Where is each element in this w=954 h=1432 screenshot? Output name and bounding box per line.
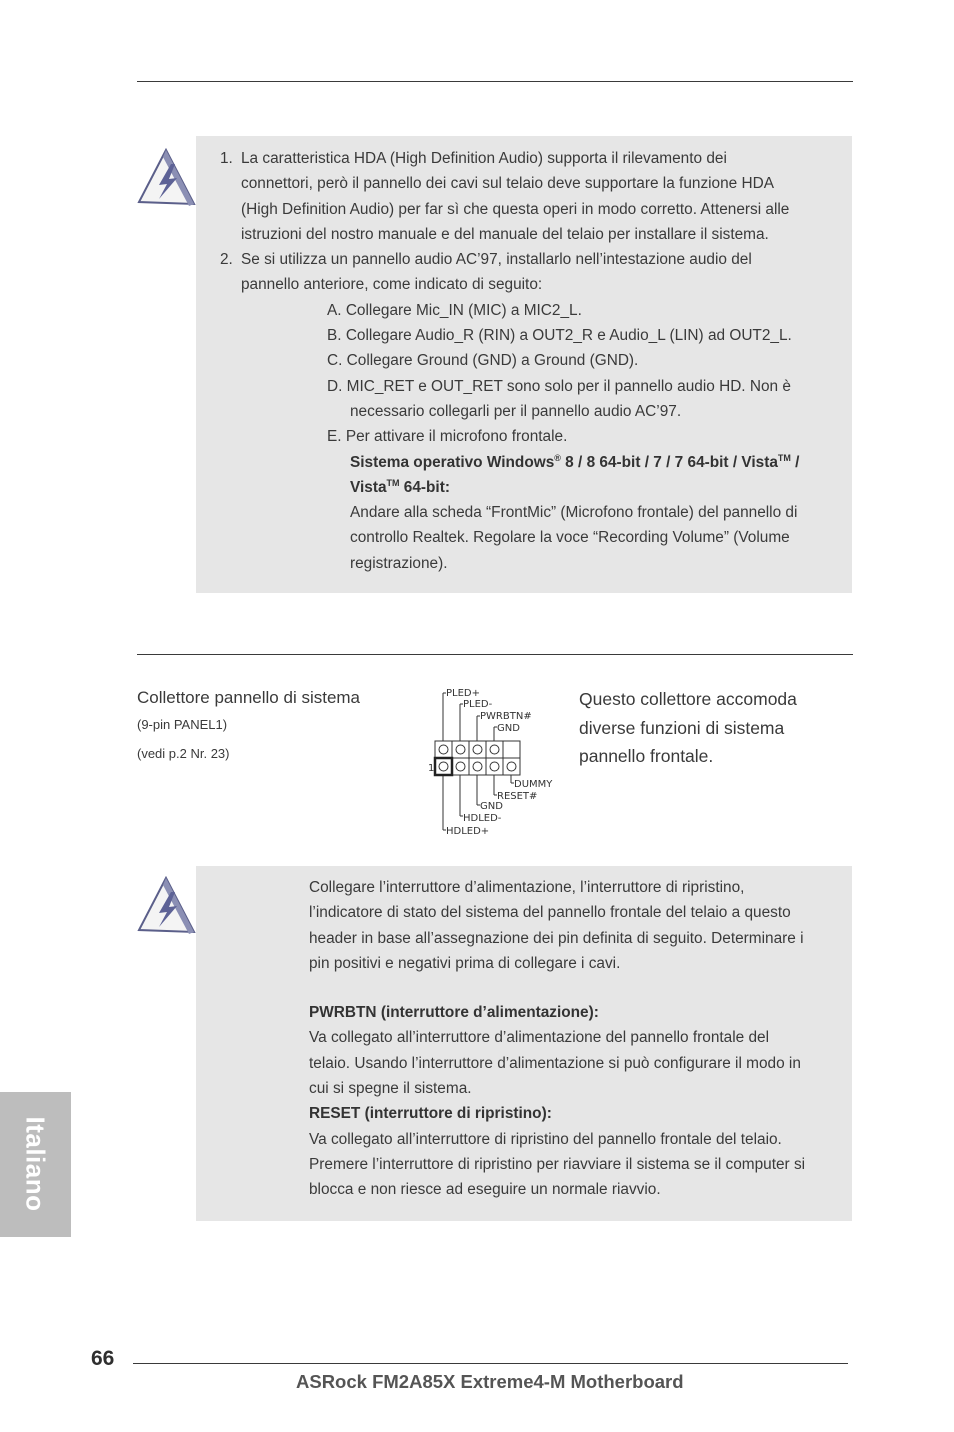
header-ref: (vedi p.2 Nr. 23) [137, 746, 230, 761]
note-item-2: 2. Se si utilizza un pannello audio AC’97, installarlo nell’intestazione audio del pannello anteriore, come indicato di seguito: A. Collegare Mic_IN (MIC) a MIC2_L. B. Collegare Audio_R (RIN) a OUT2_R e Audio_L (LIN) ad OUT2_L. C. Collegare Ground (GND) a Ground (GND). D. MIC_RET e OUT_RET sono solo per il pannello audio HD. Non è necessario collegarli per il pannello audio AC’97. E. Per attivare il microfono frontale. Sistema operativo Windows® 8 / 8 64-bit / 7 / 7 64-bit / Vista™ / Vista™ 64-bit: Andare alla scheda “FrontMic” (Microfono frontale) del pannello di controllo Realtek. Regolare la voce “Recording Volume” (Volume registrazione). [220, 247, 845, 576]
note-line: pannello anteriore, come indicato di seguito: [241, 276, 543, 294]
instruction-line: Andare alla scheda “FrontMic” (Microfono frontale) del pannello di [350, 504, 798, 522]
svg-text:GND: GND [480, 801, 503, 812]
sub-item-d: D. MIC_RET e OUT_RET sono solo per il pannello audio HD. Non è [327, 377, 791, 395]
note-line: connettori, però il pannello dei cavi sul telaio deve supportare la funzione HDA [241, 175, 775, 193]
os-heading-cont: Vista™ 64-bit: [350, 477, 450, 496]
note-line: La caratteristica HDA (High Definition Audio) supporta il rilevamento dei [241, 150, 727, 167]
sub-item-e: E. Per attivare il microfono frontale. [327, 428, 568, 446]
warning-icon [137, 876, 197, 936]
sub-item-d-cont: necessario collegarli per il pannello audio AC’97. [350, 402, 682, 420]
note-line: blocca e non riesce ad eseguire un normale riavvio. [309, 1181, 661, 1199]
audio-note-list [220, 146, 845, 576]
instruction-line: registrazione). [350, 554, 448, 572]
note-line: Collegare l’interruttore d’alimentazione, l’interruttore di ripristino, [309, 879, 745, 896]
os-heading: Sistema operativo Windows® 8 / 8 64-bit / 7 / 7 64-bit / Vista™ / [350, 452, 800, 471]
instruction-line: controllo Realtek. Regolare la voce “Recording Volume” (Volume [350, 529, 790, 547]
svg-text:PLED+: PLED+ [446, 688, 480, 699]
panel-header-diagram [425, 684, 565, 839]
note-line: cui si spegne il sistema. [309, 1080, 472, 1098]
top-rule [137, 81, 853, 82]
note-item-1: 1. La caratteristica HDA (High Definition Audio) supporta il rilevamento dei connettori, però il pannello dei cavi sul telaio deve supportare la funzione HDA (High Definition Audio) per far sì che questa operi in modo corretto. Attenersi alle istruzioni del nostro manuale e del manuale del telaio per installare il sistema. [220, 146, 845, 247]
note-line: istruzioni del nostro manuale e del manuale del telaio per installare il sistema. [241, 225, 769, 243]
svg-text:GND: GND [497, 723, 520, 734]
svg-text:HDLED-: HDLED- [463, 813, 502, 824]
footer-title: ASRock FM2A85X Extreme4-M Motherboard [296, 1371, 684, 1392]
header-info [137, 686, 360, 768]
footer-rule [133, 1363, 848, 1364]
warning-icon [137, 148, 197, 208]
header-title: Collettore pannello di sistema [137, 688, 361, 707]
note-line: header in base all’assegnazione dei pin definita di seguito. Determinare i [309, 929, 804, 947]
svg-text:DUMMY: DUMMY [514, 779, 553, 790]
svg-text:PLED-: PLED- [463, 699, 493, 710]
pwrbtn-heading: PWRBTN (interruttore d’alimentazione): [309, 1004, 599, 1022]
note-line: Va collegato all’interruttore di ripristino del pannello frontale del telaio. [309, 1130, 782, 1148]
page-number: 66 [91, 1347, 115, 1370]
reset-heading: RESET (interruttore di ripristino): [309, 1105, 552, 1123]
note-line: (High Definition Audio) per far sì che questa operi in modo corretto. Attenersi alle [241, 200, 790, 218]
note-line: Premere l’interruttore di ripristino per riavviare il sistema se il computer si [309, 1155, 806, 1173]
note-line: Se si utilizza un pannello audio AC’97, installarlo nell’intestazione audio del [241, 251, 752, 269]
svg-text:1: 1 [428, 763, 435, 774]
svg-text:PWRBTN#: PWRBTN# [480, 711, 532, 722]
sub-item-a: A. Collegare Mic_IN (MIC) a MIC2_L. [327, 301, 582, 319]
section-rule [137, 654, 853, 655]
note-line: Va collegato all’interruttore d’alimentazione del pannello frontale del [309, 1029, 770, 1047]
sub-item-c: C. Collegare Ground (GND) a Ground (GND). [327, 352, 639, 370]
note-line: l’indicatore di stato del sistema del pannello frontale del telaio a questo [309, 904, 791, 922]
header-description: Questo collettore accomoda diverse funzioni di sistema pannello frontale. [579, 689, 797, 766]
sub-item-b: B. Collegare Audio_R (RIN) a OUT2_R e Audio_L (LIN) ad OUT2_L. [327, 327, 792, 345]
svg-text:RESET#: RESET# [497, 791, 538, 802]
language-tab-label: Italiano [20, 1116, 51, 1212]
svg-text:HDLED+: HDLED+ [446, 826, 490, 837]
language-tab [0, 1092, 71, 1237]
header-pin-label: (9-pin PANEL1) [137, 717, 228, 732]
note-line: telaio. Usando l’interruttore d’alimentazione si può configurare il modo in [309, 1054, 801, 1072]
note-line: pin positivi e negativi prima di collegare i cavi. [309, 954, 621, 972]
panel-note-text [309, 875, 854, 1203]
